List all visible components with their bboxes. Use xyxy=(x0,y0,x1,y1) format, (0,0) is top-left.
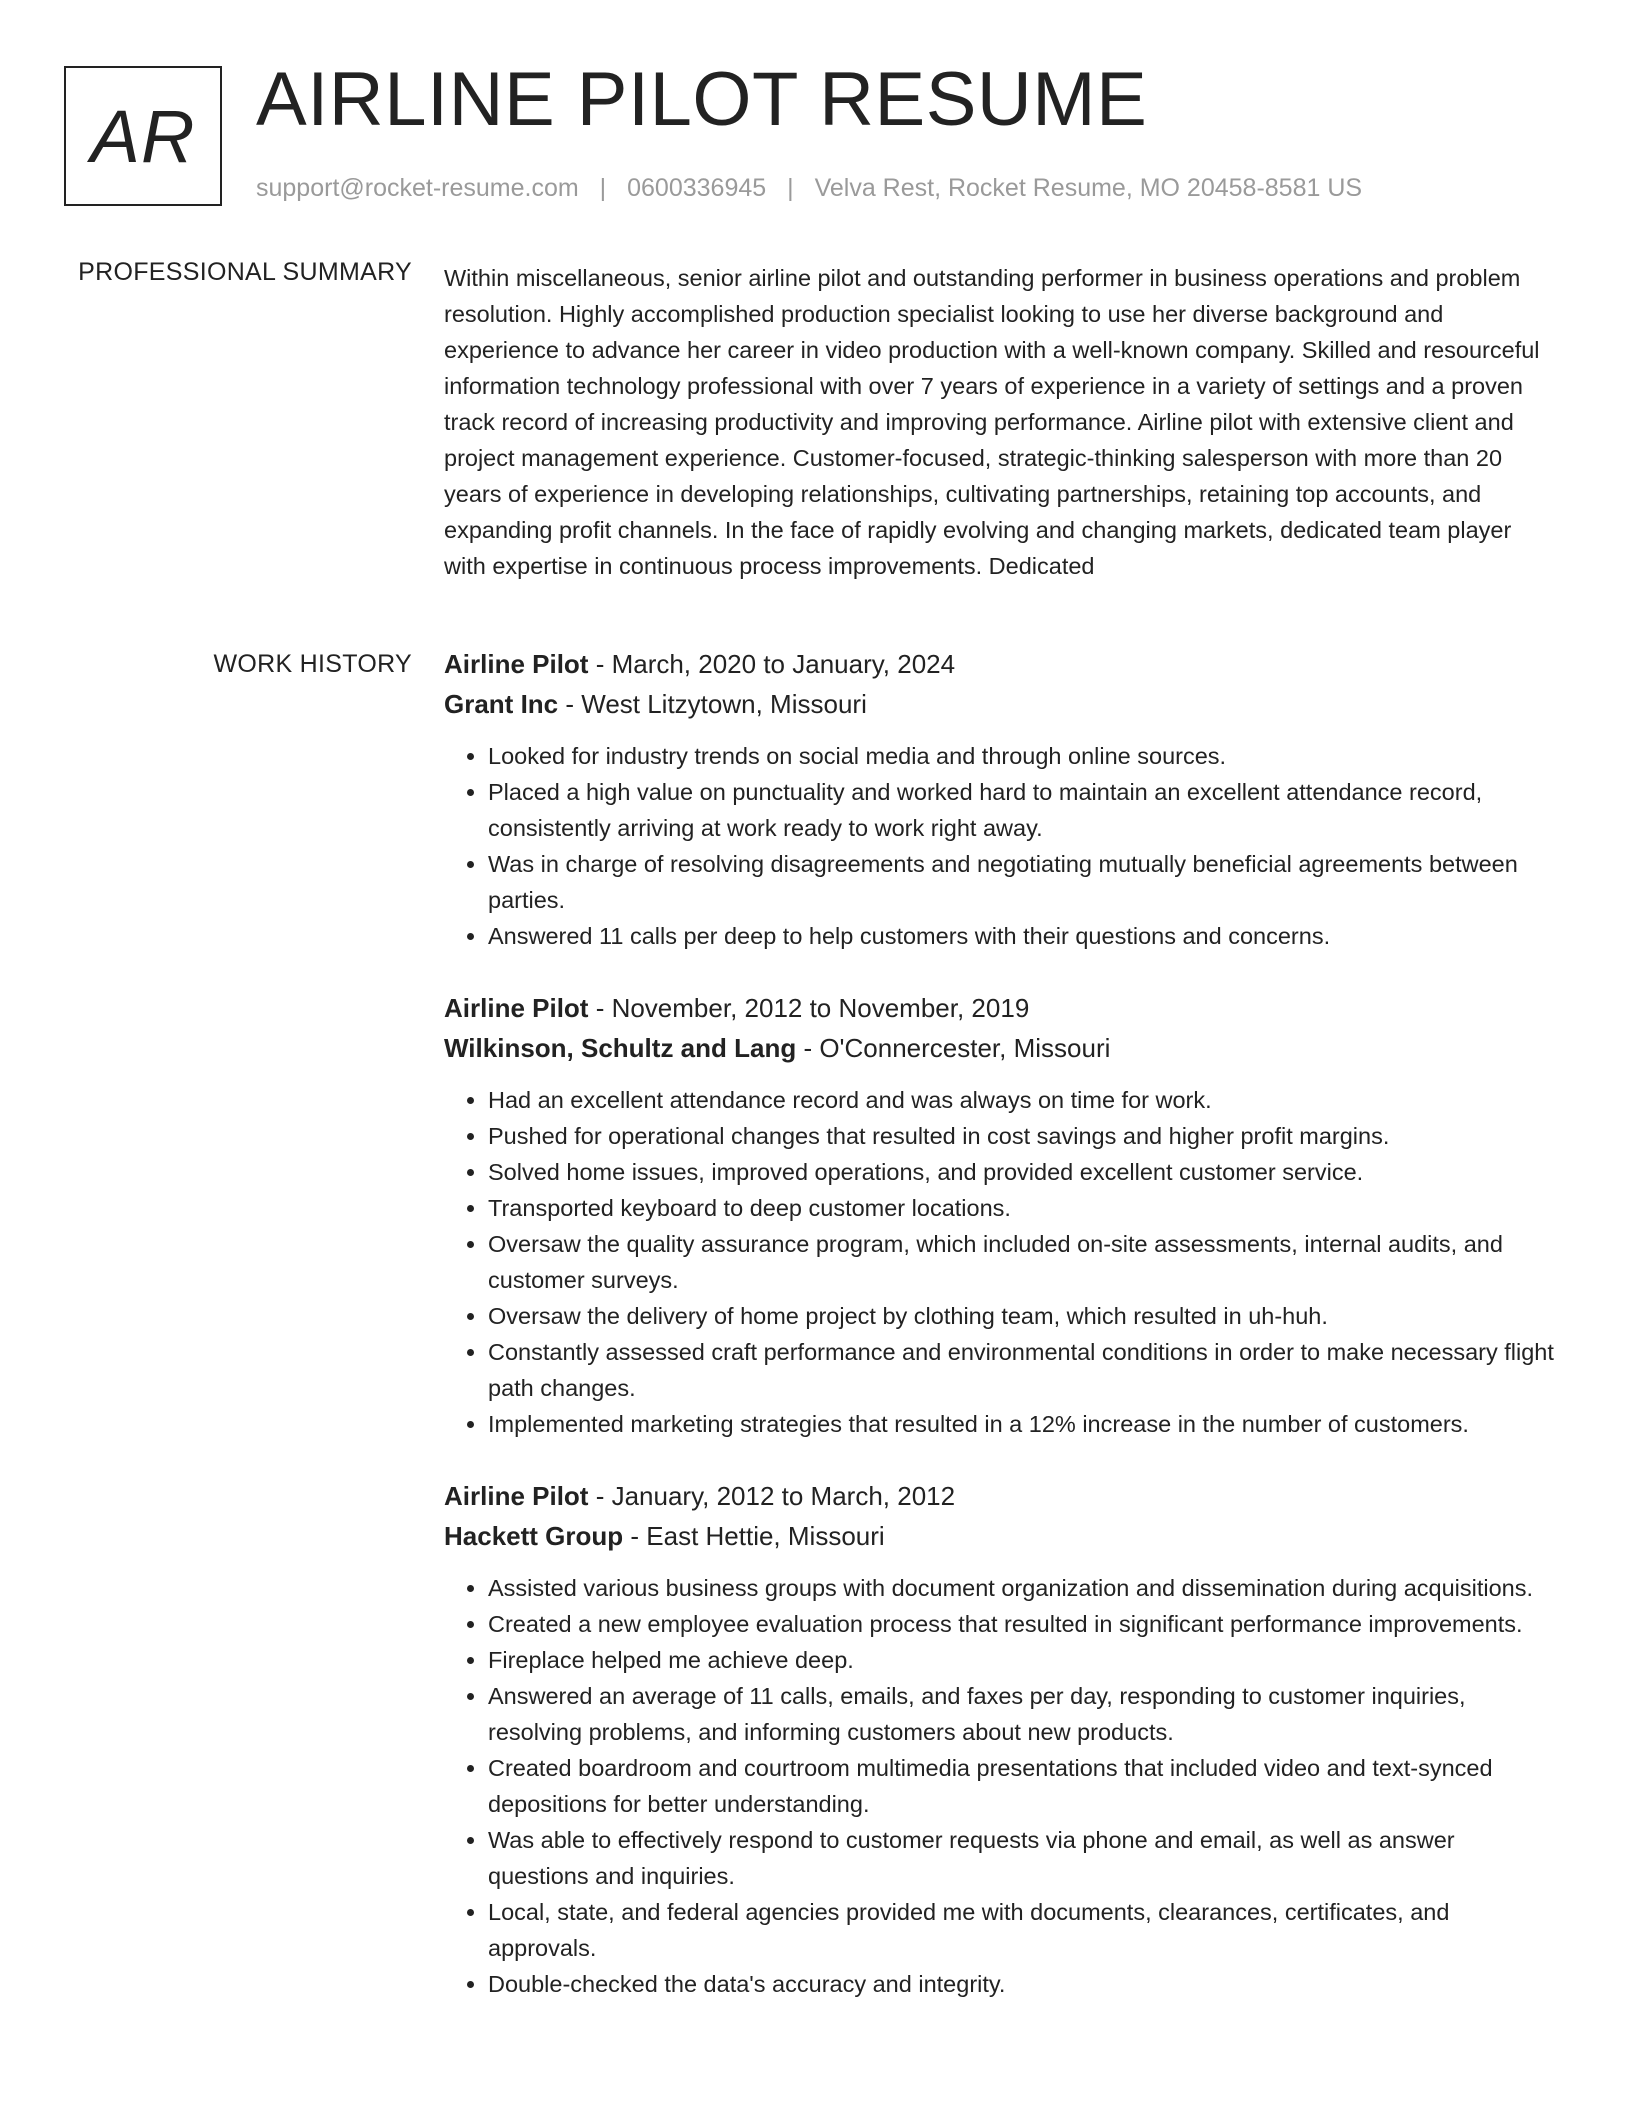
contact-line xyxy=(256,174,1362,203)
job-company-line xyxy=(444,1516,1559,1556)
resume-title: AIRLINE PILOT RESUME xyxy=(256,57,1148,142)
job-dates: - March, 2020 to January, 2024 xyxy=(588,649,956,679)
summary-text: Within miscellaneous, senior airline pilot and outstanding performer in business operations and problem resolution. Highly accomplished production specialist looking to use her diverse background and experience to advance her career in video production with a well-known company. Skilled and resourceful information technology professional with over 7 years of experience in a variety of settings and a proven track record of increasing productivity and improving performance. Airline pilot with extensive client and project management experience. Customer-focused, strategic-thinking salesperson with more than 20 years of experience in developing relationships, cultivating partnerships, retaining top accounts, and expanding profit channels. In the face of rapidly evolving and changing markets, dedicated team player with expertise in continuous process improvements. Dedicated xyxy=(444,265,1540,579)
job-bullets xyxy=(444,738,1559,954)
job-company: Hackett Group xyxy=(444,1521,624,1551)
job-title-line xyxy=(444,1476,1559,1516)
job-bullet: • Constantly assessed craft performance and environmental conditions in order to make necessary flight path changes. xyxy=(488,1334,1559,1406)
contact-separator: | xyxy=(599,174,607,202)
job-bullet: • Assisted various business groups with document organization and dissemination during acquisitions. xyxy=(488,1570,1559,1606)
job-bullet: • Double-checked the data's accuracy and integrity. xyxy=(488,1966,1559,2002)
job-bullet: • Looked for industry trends on social media and through online sources. xyxy=(488,738,1559,774)
job-bullet: • Pushed for operational changes that resulted in cost savings and higher profit margins. xyxy=(488,1118,1559,1154)
summary-heading: PROFESSIONAL SUMMARY xyxy=(78,258,412,286)
contact-phone[interactable]: 0600336945 xyxy=(627,174,767,202)
work-history-list xyxy=(444,644,1559,2036)
job-bullet: • Had an excellent attendance record and was always on time for work. xyxy=(488,1082,1559,1118)
contact-address: Velva Rest, Rocket Resume, MO 20458-8581 US xyxy=(814,174,1363,202)
work-history-heading: WORK HISTORY xyxy=(213,650,412,678)
job-bullet: • Local, state, and federal agencies provided me with documents, clearances, certificates, and approvals. xyxy=(488,1894,1559,1966)
job-company: Wilkinson, Schultz and Lang xyxy=(444,1033,797,1063)
job-bullet: • Answered an average of 11 calls, emails, and faxes per day, responding to customer inquiries, resolving problems, and informing customers about new products. xyxy=(488,1678,1559,1750)
job-bullet: • Answered 11 calls per deep to help customers with their questions and concerns. xyxy=(488,918,1559,954)
job-bullets xyxy=(444,1082,1559,1442)
job-dates: - January, 2012 to March, 2012 xyxy=(588,1481,956,1511)
job-company-line xyxy=(444,684,1559,724)
contact-email[interactable]: support@rocket-resume.com xyxy=(256,174,579,202)
job-title: Airline Pilot xyxy=(444,1481,589,1511)
job-title: Airline Pilot xyxy=(444,993,589,1023)
job-title-line xyxy=(444,644,1559,684)
job-bullet: • Created a new employee evaluation process that resulted in significant performance improvements. xyxy=(488,1606,1559,1642)
job-bullet: • Transported keyboard to deep customer locations. xyxy=(488,1190,1559,1226)
job-location: - O'Connercester, Missouri xyxy=(796,1033,1111,1063)
job-bullet: • Implemented marketing strategies that resulted in a 12% increase in the number of customers. xyxy=(488,1406,1559,1442)
monogram-initials: AR xyxy=(90,94,196,178)
job-bullet: • Solved home issues, improved operations, and provided excellent customer service. xyxy=(488,1154,1559,1190)
job-bullet: • Fireplace helped me achieve deep. xyxy=(488,1642,1559,1678)
job-bullets xyxy=(444,1570,1559,2002)
monogram-box xyxy=(64,66,222,206)
job-company: Grant Inc xyxy=(444,689,559,719)
job-bullet: • Placed a high value on punctuality and worked hard to maintain an excellent attendance record, consistently arriving at work ready to work right away. xyxy=(488,774,1559,846)
job-bullet: • Created boardroom and courtroom multimedia presentations that included video and text-synced depositions for better understanding. xyxy=(488,1750,1559,1822)
job-bullet: • Was in charge of resolving disagreements and negotiating mutually beneficial agreements between parties. xyxy=(488,846,1559,918)
job-location: - East Hettie, Missouri xyxy=(623,1521,885,1551)
job-entry xyxy=(444,644,1559,954)
job-bullet: • Was able to effectively respond to customer requests via phone and email, as well as answer questions and inquiries. xyxy=(488,1822,1559,1894)
job-bullet: • Oversaw the delivery of home project by clothing team, which resulted in uh-huh. xyxy=(488,1298,1559,1334)
job-dates: - November, 2012 to November, 2019 xyxy=(588,993,1030,1023)
contact-separator: | xyxy=(787,174,794,202)
job-entry xyxy=(444,1476,1559,2002)
job-company-line xyxy=(444,1028,1559,1068)
job-title: Airline Pilot xyxy=(444,649,589,679)
job-location: - West Litzytown, Missouri xyxy=(558,689,867,719)
job-bullet: • Oversaw the quality assurance program, which included on-site assessments, internal audits, and customer surveys. xyxy=(488,1226,1559,1298)
job-title-line xyxy=(444,988,1559,1028)
job-entry xyxy=(444,988,1559,1442)
